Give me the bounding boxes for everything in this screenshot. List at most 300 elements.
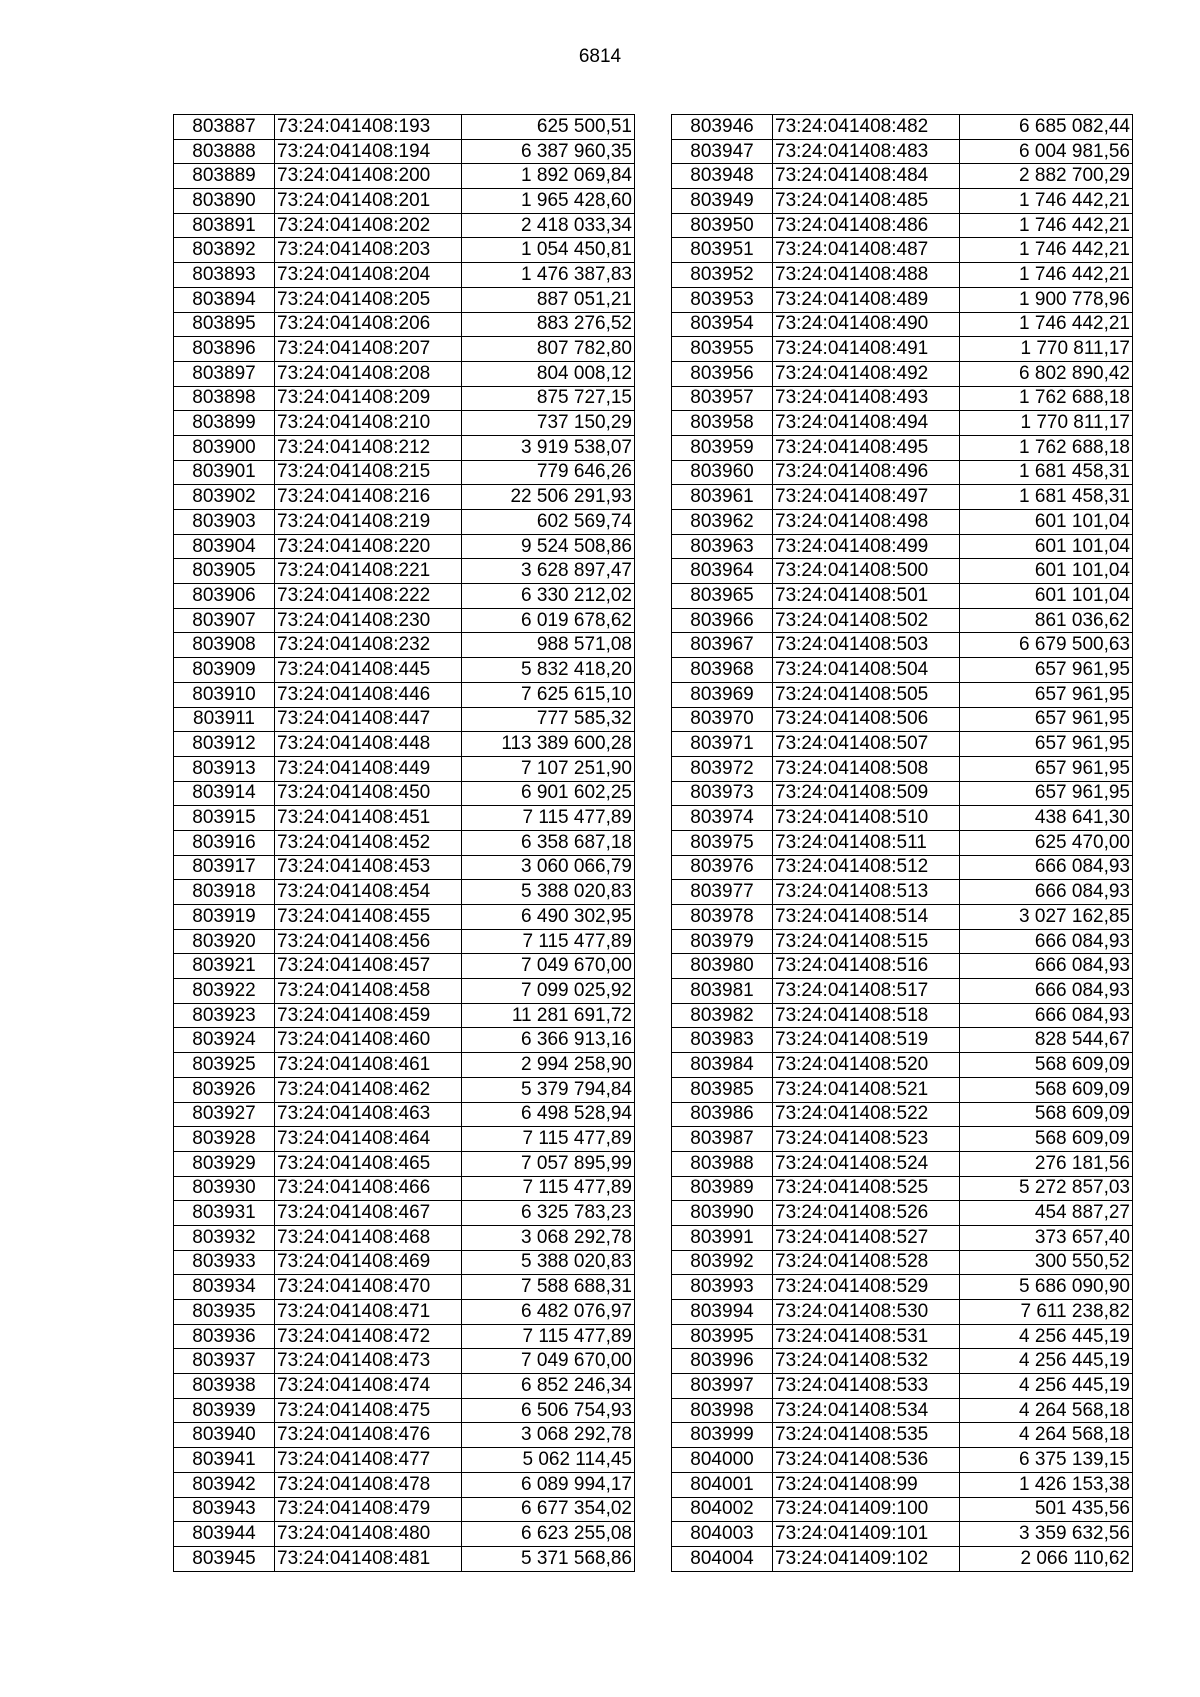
- cadastral-value: 737 150,29: [462, 411, 635, 436]
- row-number: 803902: [174, 485, 275, 510]
- row-number: 803963: [672, 534, 773, 559]
- table-row: [174, 781, 635, 806]
- cadastral-number: 73:24:041408:494: [773, 411, 960, 436]
- cadastral-value: 22 506 291,93: [462, 485, 635, 510]
- table-row: [174, 263, 635, 288]
- row-number: 803988: [672, 1151, 773, 1176]
- cadastral-value: 6 685 082,44: [960, 115, 1133, 140]
- cadastral-number: 73:24:041408:501: [773, 584, 960, 609]
- table-row: [672, 979, 1133, 1004]
- cadastral-value: 7 057 895,99: [462, 1151, 635, 1176]
- row-number: 803931: [174, 1201, 275, 1226]
- table-row: [174, 213, 635, 238]
- table-row: [672, 855, 1133, 880]
- cadastral-value: 601 101,04: [960, 510, 1133, 535]
- cadastral-number: 73:24:041408:99: [773, 1472, 960, 1497]
- cadastral-value: 2 994 258,90: [462, 1053, 635, 1078]
- cadastral-number: 73:24:041408:529: [773, 1275, 960, 1300]
- table-row: [174, 806, 635, 831]
- row-number: 803959: [672, 435, 773, 460]
- cadastral-number: 73:24:041408:461: [275, 1053, 462, 1078]
- table-row: [174, 756, 635, 781]
- cadastral-value: 454 887,27: [960, 1201, 1133, 1226]
- cadastral-value: 7 588 688,31: [462, 1275, 635, 1300]
- cadastral-number: 73:24:041408:508: [773, 756, 960, 781]
- cadastral-number: 73:24:041408:481: [275, 1546, 462, 1571]
- cadastral-value: 666 084,93: [960, 979, 1133, 1004]
- table-row: [174, 1250, 635, 1275]
- cadastral-number: 73:24:041408:483: [773, 139, 960, 164]
- cadastral-value: 5 062 114,45: [462, 1448, 635, 1473]
- cadastral-number: 73:24:041408:202: [275, 213, 462, 238]
- row-number: 803906: [174, 584, 275, 609]
- row-number: 803951: [672, 238, 773, 263]
- row-number: 803971: [672, 732, 773, 757]
- row-number: 804003: [672, 1522, 773, 1547]
- cadastral-value: 6 852 246,34: [462, 1374, 635, 1399]
- cadastral-value: 7 625 615,10: [462, 682, 635, 707]
- table-row: [672, 1546, 1133, 1571]
- table-row: [174, 1324, 635, 1349]
- cadastral-value: 6 366 913,16: [462, 1028, 635, 1053]
- cadastral-value: 804 008,12: [462, 361, 635, 386]
- table-row: [174, 1225, 635, 1250]
- cadastral-number: 73:24:041408:472: [275, 1324, 462, 1349]
- row-number: 803900: [174, 435, 275, 460]
- cadastral-number: 73:24:041408:221: [275, 559, 462, 584]
- cadastral-number: 73:24:041408:473: [275, 1349, 462, 1374]
- table-row: [672, 1176, 1133, 1201]
- table-row: [174, 608, 635, 633]
- table-row: [672, 1275, 1133, 1300]
- table-row: [174, 1127, 635, 1152]
- row-number: 803993: [672, 1275, 773, 1300]
- row-number: 803972: [672, 756, 773, 781]
- cadastral-number: 73:24:041408:460: [275, 1028, 462, 1053]
- row-number: 803935: [174, 1300, 275, 1325]
- row-number: 803974: [672, 806, 773, 831]
- cadastral-number: 73:24:041408:200: [275, 164, 462, 189]
- cadastral-value: 113 389 600,28: [462, 732, 635, 757]
- cadastral-number: 73:24:041408:479: [275, 1497, 462, 1522]
- row-number: 803962: [672, 510, 773, 535]
- table-row: [174, 979, 635, 1004]
- table-row: [672, 386, 1133, 411]
- cadastral-value: 1 746 442,21: [960, 213, 1133, 238]
- table-row: [174, 510, 635, 535]
- cadastral-value: 6 679 500,63: [960, 633, 1133, 658]
- cadastral-value: 601 101,04: [960, 559, 1133, 584]
- cadastral-value: 2 882 700,29: [960, 164, 1133, 189]
- cadastral-value: 875 727,15: [462, 386, 635, 411]
- table-row: [174, 1349, 635, 1374]
- cadastral-number: 73:24:041408:462: [275, 1077, 462, 1102]
- cadastral-value: 6 330 212,02: [462, 584, 635, 609]
- table-row: [672, 781, 1133, 806]
- cadastral-number: 73:24:041409:100: [773, 1497, 960, 1522]
- cadastral-value: 657 961,95: [960, 756, 1133, 781]
- cadastral-value: 1 892 069,84: [462, 164, 635, 189]
- row-number: 803950: [672, 213, 773, 238]
- cadastral-number: 73:24:041408:522: [773, 1102, 960, 1127]
- cadastral-number: 73:24:041408:220: [275, 534, 462, 559]
- table-row: [672, 756, 1133, 781]
- cadastral-number: 73:24:041408:528: [773, 1250, 960, 1275]
- row-number: 803904: [174, 534, 275, 559]
- cadastral-value: 657 961,95: [960, 781, 1133, 806]
- table-row: [174, 1102, 635, 1127]
- cadastral-value: 7 049 670,00: [462, 1349, 635, 1374]
- table-row: [672, 608, 1133, 633]
- row-number: 803976: [672, 855, 773, 880]
- row-number: 803898: [174, 386, 275, 411]
- row-number: 803913: [174, 756, 275, 781]
- cadastral-number: 73:24:041408:521: [773, 1077, 960, 1102]
- cadastral-value: 625 470,00: [960, 830, 1133, 855]
- cadastral-number: 73:24:041408:453: [275, 855, 462, 880]
- cadastral-value: 625 500,51: [462, 115, 635, 140]
- cadastral-value: 6 802 890,42: [960, 361, 1133, 386]
- row-number: 803910: [174, 682, 275, 707]
- row-number: 803940: [174, 1423, 275, 1448]
- table-row: [174, 460, 635, 485]
- cadastral-number: 73:24:041408:447: [275, 707, 462, 732]
- cadastral-number: 73:24:041408:535: [773, 1423, 960, 1448]
- cadastral-number: 73:24:041408:445: [275, 658, 462, 683]
- table-row: [672, 584, 1133, 609]
- cadastral-number: 73:24:041408:446: [275, 682, 462, 707]
- table-row: [174, 830, 635, 855]
- row-number: 803970: [672, 707, 773, 732]
- table-row: [672, 1053, 1133, 1078]
- table-row: [174, 361, 635, 386]
- row-number: 803946: [672, 115, 773, 140]
- table-row: [672, 1127, 1133, 1152]
- cadastral-value: 7 611 238,82: [960, 1300, 1133, 1325]
- cadastral-number: 73:24:041408:495: [773, 435, 960, 460]
- row-number: 803928: [174, 1127, 275, 1152]
- row-number: 803933: [174, 1250, 275, 1275]
- cadastral-value: 1 762 688,18: [960, 386, 1133, 411]
- row-number: 803975: [672, 830, 773, 855]
- cadastral-value: 657 961,95: [960, 682, 1133, 707]
- cadastral-number: 73:24:041408:215: [275, 460, 462, 485]
- table-row: [672, 1250, 1133, 1275]
- table-row: [174, 732, 635, 757]
- row-number: 803938: [174, 1374, 275, 1399]
- cadastral-value: 666 084,93: [960, 954, 1133, 979]
- cadastral-value: 3 027 162,85: [960, 905, 1133, 930]
- cadastral-value: 300 550,52: [960, 1250, 1133, 1275]
- cadastral-number: 73:24:041408:450: [275, 781, 462, 806]
- table-row: [672, 682, 1133, 707]
- table-row: [672, 633, 1133, 658]
- table-row: [174, 534, 635, 559]
- cadastral-value: 5 388 020,83: [462, 880, 635, 905]
- cadastral-value: 568 609,09: [960, 1102, 1133, 1127]
- cadastral-number: 73:24:041408:451: [275, 806, 462, 831]
- cadastral-value: 657 961,95: [960, 658, 1133, 683]
- cadastral-value: 4 256 445,19: [960, 1324, 1133, 1349]
- table-row: [672, 1522, 1133, 1547]
- cadastral-value: 828 544,67: [960, 1028, 1133, 1053]
- cadastral-value: 6 623 255,08: [462, 1522, 635, 1547]
- table-row: [672, 1028, 1133, 1053]
- row-number: 803954: [672, 312, 773, 337]
- table-row: [672, 189, 1133, 214]
- table-row: [672, 238, 1133, 263]
- cadastral-number: 73:24:041408:506: [773, 707, 960, 732]
- cadastral-value: 1 476 387,83: [462, 263, 635, 288]
- table-row: [672, 534, 1133, 559]
- table-row: [174, 1028, 635, 1053]
- cadastral-number: 73:24:041408:219: [275, 510, 462, 535]
- table-row: [174, 287, 635, 312]
- row-number: 803953: [672, 287, 773, 312]
- cadastral-number: 73:24:041408:212: [275, 435, 462, 460]
- table-row: [174, 707, 635, 732]
- cadastral-number: 73:24:041408:525: [773, 1176, 960, 1201]
- cadastral-value: 666 084,93: [960, 880, 1133, 905]
- row-number: 803918: [174, 880, 275, 905]
- cadastral-number: 73:24:041408:466: [275, 1176, 462, 1201]
- cadastral-value: 568 609,09: [960, 1127, 1133, 1152]
- cadastral-value: 1 746 442,21: [960, 189, 1133, 214]
- table-row: [672, 880, 1133, 905]
- table-row: [174, 1151, 635, 1176]
- cadastral-value: 777 585,32: [462, 707, 635, 732]
- cadastral-value: 779 646,26: [462, 460, 635, 485]
- table-row: [174, 633, 635, 658]
- row-number: 803894: [174, 287, 275, 312]
- cadastral-number: 73:24:041408:457: [275, 954, 462, 979]
- table-row: [174, 189, 635, 214]
- row-number: 803899: [174, 411, 275, 436]
- cadastral-value: 4 256 445,19: [960, 1349, 1133, 1374]
- cadastral-number: 73:24:041408:209: [275, 386, 462, 411]
- table-row: [174, 905, 635, 930]
- table-row: [672, 658, 1133, 683]
- cadastral-value: 2 066 110,62: [960, 1546, 1133, 1571]
- table-row: [174, 337, 635, 362]
- row-number: 803960: [672, 460, 773, 485]
- cadastral-number: 73:24:041408:496: [773, 460, 960, 485]
- cadastral-number: 73:24:041408:459: [275, 1003, 462, 1028]
- row-number: 803932: [174, 1225, 275, 1250]
- cadastral-number: 73:24:041409:101: [773, 1522, 960, 1547]
- row-number: 804000: [672, 1448, 773, 1473]
- cadastral-value: 3 068 292,78: [462, 1225, 635, 1250]
- cadastral-value: 883 276,52: [462, 312, 635, 337]
- table-row: [672, 1497, 1133, 1522]
- cadastral-number: 73:24:041408:517: [773, 979, 960, 1004]
- cadastral-value: 1 900 778,96: [960, 287, 1133, 312]
- cadastral-number: 73:24:041408:456: [275, 929, 462, 954]
- cadastral-number: 73:24:041408:476: [275, 1423, 462, 1448]
- row-number: 803986: [672, 1102, 773, 1127]
- cadastral-value: 568 609,09: [960, 1053, 1133, 1078]
- cadastral-value: 2 418 033,34: [462, 213, 635, 238]
- cadastral-number: 73:24:041408:505: [773, 682, 960, 707]
- page-number: 6814: [578, 46, 622, 67]
- row-number: 803895: [174, 312, 275, 337]
- table-row: [672, 485, 1133, 510]
- cadastral-value: 7 115 477,89: [462, 1324, 635, 1349]
- cadastral-value: 3 628 897,47: [462, 559, 635, 584]
- cadastral-number: 73:24:041408:536: [773, 1448, 960, 1473]
- row-number: 803985: [672, 1077, 773, 1102]
- row-number: 803968: [672, 658, 773, 683]
- left-table: [173, 114, 635, 1572]
- cadastral-value: 373 657,40: [960, 1225, 1133, 1250]
- cadastral-number: 73:24:041408:482: [773, 115, 960, 140]
- cadastral-number: 73:24:041408:455: [275, 905, 462, 930]
- cadastral-value: 1 746 442,21: [960, 312, 1133, 337]
- cadastral-number: 73:24:041408:524: [773, 1151, 960, 1176]
- cadastral-value: 9 524 508,86: [462, 534, 635, 559]
- table-row: [174, 1300, 635, 1325]
- row-number: 803958: [672, 411, 773, 436]
- table-row: [174, 880, 635, 905]
- row-number: 803945: [174, 1546, 275, 1571]
- row-number: 803982: [672, 1003, 773, 1028]
- cadastral-number: 73:24:041408:210: [275, 411, 462, 436]
- table-row: [672, 213, 1133, 238]
- row-number: 803921: [174, 954, 275, 979]
- cadastral-number: 73:24:041408:468: [275, 1225, 462, 1250]
- cadastral-value: 988 571,08: [462, 633, 635, 658]
- cadastral-number: 73:24:041408:519: [773, 1028, 960, 1053]
- table-row: [174, 1448, 635, 1473]
- cadastral-number: 73:24:041408:515: [773, 929, 960, 954]
- cadastral-value: 7 115 477,89: [462, 929, 635, 954]
- table-row: [672, 287, 1133, 312]
- cadastral-number: 73:24:041408:488: [773, 263, 960, 288]
- cadastral-value: 6 482 076,97: [462, 1300, 635, 1325]
- cadastral-value: 6 358 687,18: [462, 830, 635, 855]
- row-number: 803994: [672, 1300, 773, 1325]
- cadastral-value: 6 490 302,95: [462, 905, 635, 930]
- cadastral-number: 73:24:041408:499: [773, 534, 960, 559]
- cadastral-number: 73:24:041408:520: [773, 1053, 960, 1078]
- table-row: [174, 386, 635, 411]
- cadastral-number: 73:24:041408:503: [773, 633, 960, 658]
- row-number: 803947: [672, 139, 773, 164]
- cadastral-value: 6 019 678,62: [462, 608, 635, 633]
- cadastral-number: 73:24:041408:516: [773, 954, 960, 979]
- row-number: 803979: [672, 929, 773, 954]
- cadastral-value: 1 054 450,81: [462, 238, 635, 263]
- table-row: [672, 1003, 1133, 1028]
- cadastral-number: 73:24:041408:471: [275, 1300, 462, 1325]
- cadastral-value: 6 506 754,93: [462, 1398, 635, 1423]
- row-number: 803897: [174, 361, 275, 386]
- table-row: [174, 1374, 635, 1399]
- cadastral-value: 3 068 292,78: [462, 1423, 635, 1448]
- table-row: [672, 1423, 1133, 1448]
- row-number: 803917: [174, 855, 275, 880]
- table-row: [174, 1522, 635, 1547]
- cadastral-number: 73:24:041408:458: [275, 979, 462, 1004]
- cadastral-value: 5 388 020,83: [462, 1250, 635, 1275]
- cadastral-number: 73:24:041408:500: [773, 559, 960, 584]
- table-row: [672, 361, 1133, 386]
- cadastral-value: 666 084,93: [960, 855, 1133, 880]
- cadastral-number: 73:24:041408:216: [275, 485, 462, 510]
- row-number: 803980: [672, 954, 773, 979]
- cadastral-value: 7 099 025,92: [462, 979, 635, 1004]
- cadastral-number: 73:24:041408:489: [773, 287, 960, 312]
- cadastral-value: 4 264 568,18: [960, 1398, 1133, 1423]
- cadastral-number: 73:24:041408:467: [275, 1201, 462, 1226]
- table-row: [174, 855, 635, 880]
- cadastral-number: 73:24:041408:518: [773, 1003, 960, 1028]
- row-number: 803956: [672, 361, 773, 386]
- cadastral-value: 5 832 418,20: [462, 658, 635, 683]
- row-number: 803996: [672, 1349, 773, 1374]
- table-row: [174, 1176, 635, 1201]
- cadastral-number: 73:24:041408:465: [275, 1151, 462, 1176]
- cadastral-number: 73:24:041408:475: [275, 1398, 462, 1423]
- cadastral-number: 73:24:041408:230: [275, 608, 462, 633]
- cadastral-number: 73:24:041408:208: [275, 361, 462, 386]
- table-row: [174, 1201, 635, 1226]
- cadastral-value: 5 379 794,84: [462, 1077, 635, 1102]
- table-row: [174, 954, 635, 979]
- cadastral-value: 666 084,93: [960, 929, 1133, 954]
- table-row: [174, 584, 635, 609]
- cadastral-number: 73:24:041408:532: [773, 1349, 960, 1374]
- cadastral-value: 11 281 691,72: [462, 1003, 635, 1028]
- row-number: 803948: [672, 164, 773, 189]
- cadastral-value: 6 498 528,94: [462, 1102, 635, 1127]
- cadastral-value: 657 961,95: [960, 732, 1133, 757]
- cadastral-value: 6 089 994,17: [462, 1472, 635, 1497]
- cadastral-number: 73:24:041408:474: [275, 1374, 462, 1399]
- row-number: 803978: [672, 905, 773, 930]
- cadastral-number: 73:24:041408:469: [275, 1250, 462, 1275]
- cadastral-value: 657 961,95: [960, 707, 1133, 732]
- row-number: 803927: [174, 1102, 275, 1127]
- table-row: [174, 1472, 635, 1497]
- row-number: 803995: [672, 1324, 773, 1349]
- cadastral-number: 73:24:041408:531: [773, 1324, 960, 1349]
- cadastral-value: 5 686 090,90: [960, 1275, 1133, 1300]
- cadastral-number: 73:24:041408:511: [773, 830, 960, 855]
- row-number: 803922: [174, 979, 275, 1004]
- row-number: 803926: [174, 1077, 275, 1102]
- row-number: 803966: [672, 608, 773, 633]
- table-row: [672, 1077, 1133, 1102]
- cadastral-value: 1 965 428,60: [462, 189, 635, 214]
- cadastral-number: 73:24:041408:194: [275, 139, 462, 164]
- row-number: 803949: [672, 189, 773, 214]
- table-row: [174, 312, 635, 337]
- cadastral-value: 1 762 688,18: [960, 435, 1133, 460]
- row-number: 803903: [174, 510, 275, 535]
- table-row: [672, 1398, 1133, 1423]
- cadastral-number: 73:24:041408:490: [773, 312, 960, 337]
- cadastral-number: 73:24:041408:507: [773, 732, 960, 757]
- row-number: 803888: [174, 139, 275, 164]
- cadastral-number: 73:24:041408:484: [773, 164, 960, 189]
- row-number: 803891: [174, 213, 275, 238]
- cadastral-value: 1 426 153,38: [960, 1472, 1133, 1497]
- cadastral-number: 73:24:041408:470: [275, 1275, 462, 1300]
- row-number: 803952: [672, 263, 773, 288]
- table-row: [174, 682, 635, 707]
- row-number: 803990: [672, 1201, 773, 1226]
